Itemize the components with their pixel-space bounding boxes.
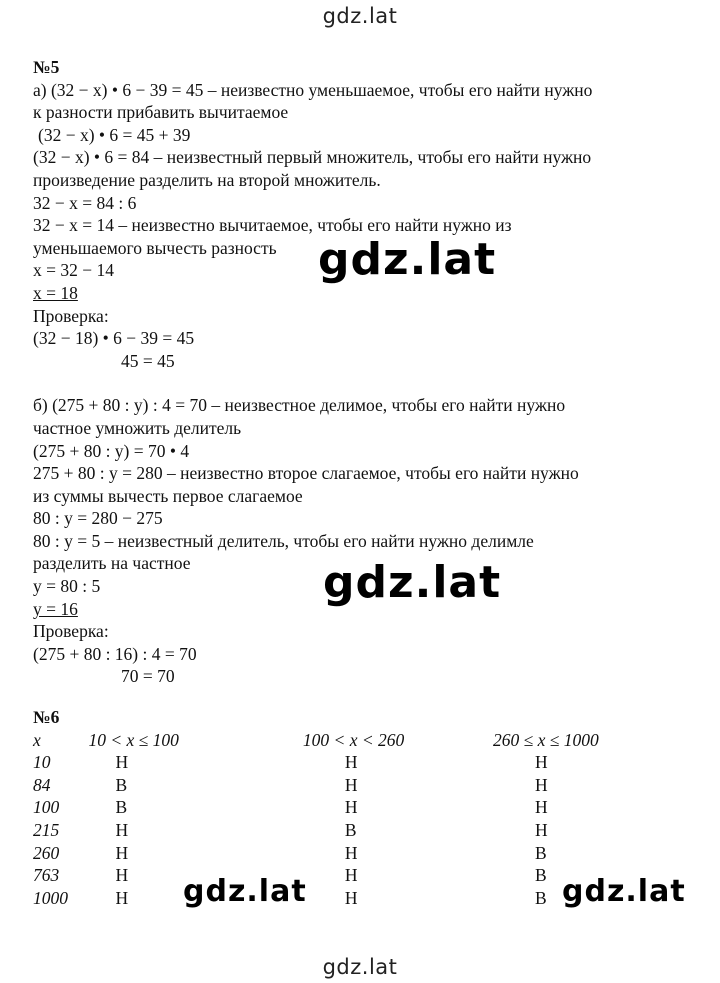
task5-a-check: (32 − 18) • 6 − 39 = 45 xyxy=(33,328,195,349)
task5-a-line: x = 32 − 14 xyxy=(33,260,114,281)
task5-a-line: уменьшаемого вычесть разность xyxy=(33,237,277,258)
table-header-cell: x xyxy=(33,729,41,750)
task5-a-answer: x = 18 xyxy=(33,282,78,303)
watermark-logo: gdz.lat xyxy=(562,874,686,909)
table-header-cell: 100 < x < 260 xyxy=(302,729,405,750)
table-cell: Н xyxy=(344,887,358,908)
task5-b-line: 80 : y = 5 – неизвестный делитель, чтобы его найти нужно делимле xyxy=(33,530,534,551)
task5-b-line: (275 + 80 : y) = 70 • 4 xyxy=(33,440,190,461)
task5-a-line: произведение разделить на второй множитель. xyxy=(33,169,381,190)
table-cell: В xyxy=(115,774,128,795)
watermark-logo: gdz.lat xyxy=(318,234,497,285)
task5-b-answer: y = 16 xyxy=(33,598,78,619)
header-watermark: gdz.lat xyxy=(322,4,398,28)
table-header-row xyxy=(33,729,693,752)
task5-a-check-result: 45 = 45 xyxy=(121,350,175,371)
table-cell: В xyxy=(535,865,547,886)
task5-b-check-result: 70 = 70 xyxy=(121,666,175,687)
task6-title: №6 xyxy=(33,707,60,728)
task5-a-line: (32 − x) • 6 = 45 + 39 xyxy=(38,124,191,145)
task5-b-check-label: Проверка: xyxy=(33,621,109,642)
table-cell-x: 215 xyxy=(33,820,60,840)
task5-b-line: разделить на частное xyxy=(33,553,191,574)
table-cell-x: 1000 xyxy=(33,887,68,908)
table-cell: Н xyxy=(115,865,129,886)
document-body xyxy=(33,56,693,909)
table-cell: Н xyxy=(115,752,129,773)
watermark-logo: gdz.lat xyxy=(183,874,307,909)
table-cell: В xyxy=(344,820,357,840)
table-cell-x: 10 xyxy=(33,752,51,773)
task5-b-line: б) (275 + 80 : y) : 4 = 70 – неизвестное делимое, чтобы его найти нужно xyxy=(33,395,566,416)
table-cell: В xyxy=(535,887,547,908)
table-cell: Н xyxy=(535,752,548,773)
table-header-cell: 10 < x ≤ 100 xyxy=(88,729,179,750)
table-cell-x: 100 xyxy=(33,797,60,818)
table-cell-x: 763 xyxy=(33,865,60,886)
table-cell: В xyxy=(535,842,547,863)
table-cell: Н xyxy=(344,752,358,773)
task5-b-line: из суммы вычесть первое слагаемое xyxy=(33,485,303,506)
table-cell: В xyxy=(115,797,128,818)
table-cell-x: 84 xyxy=(33,774,51,795)
task5-b-line: частное умножить делитель xyxy=(33,417,242,438)
table-cell: Н xyxy=(344,865,358,886)
task5-a-line: а) (32 − x) • 6 − 39 = 45 – неизвестно уменьшаемое, чтобы его найти нужно xyxy=(33,79,593,100)
table-header-cell: 260 ≤ x ≤ 1000 xyxy=(493,729,599,750)
task5-b-check: (275 + 80 : 16) : 4 = 70 xyxy=(33,643,197,664)
table-row xyxy=(33,796,693,819)
task5-a-line: 32 − x = 14 – неизвестно вычитаемое, чтобы его найти нужно из xyxy=(33,215,512,236)
table-cell: Н xyxy=(535,820,548,840)
table-cell: Н xyxy=(535,774,548,795)
task5-b-line: y = 80 : 5 xyxy=(33,576,101,597)
table-cell: Н xyxy=(115,887,129,908)
table-cell: Н xyxy=(115,820,129,840)
table-row xyxy=(33,774,693,797)
task5-a-line: (32 − x) • 6 = 84 – неизвестный первый множитель, чтобы его найти нужно xyxy=(33,147,592,168)
table-cell: Н xyxy=(344,774,358,795)
task5-a-line: 32 − x = 84 : 6 xyxy=(33,192,137,213)
task5-a-check-label: Проверка: xyxy=(33,305,109,326)
footer-watermark: gdz.lat xyxy=(322,955,398,979)
task5-b-line: 80 : y = 280 − 275 xyxy=(33,508,163,529)
table-cell: Н xyxy=(344,797,358,818)
table-cell-x: 260 xyxy=(33,842,60,863)
task5-a-line: к разности прибавить вычитаемое xyxy=(33,102,289,123)
table-cell: Н xyxy=(344,842,358,863)
task5-title: №5 xyxy=(33,57,60,77)
task5-b-line: 275 + 80 : y = 280 – неизвестно второе слагаемое, чтобы его найти нужно xyxy=(33,463,579,484)
table-row xyxy=(33,819,693,842)
table-cell: Н xyxy=(535,797,548,818)
table-row xyxy=(33,842,693,865)
table-cell: Н xyxy=(115,842,129,863)
watermark-logo: gdz.lat xyxy=(323,557,502,608)
table-row xyxy=(33,751,693,774)
